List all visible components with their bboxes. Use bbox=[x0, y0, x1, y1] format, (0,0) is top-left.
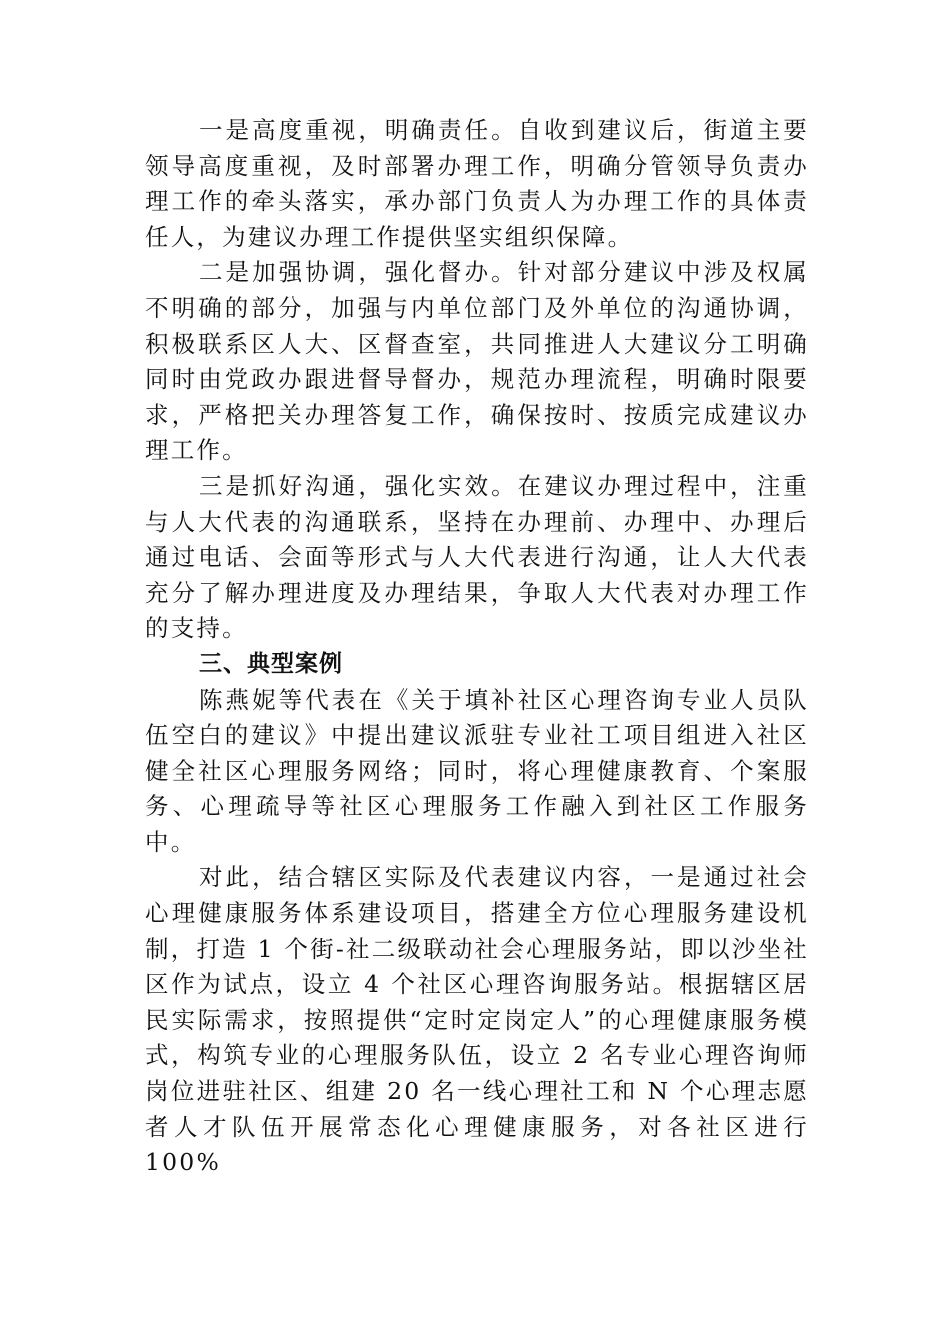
document-page bbox=[145, 113, 809, 1181]
section-heading-typical-cases: 三、典型案例 bbox=[199, 650, 343, 677]
paragraph-responsibility: 一是高度重视，明确责任。自收到建议后，街道主要领导高度重视，及时部署办理工作，明确分管领导负责办理工作的牵头落实，承办部门负责人为办理工作的具体责任人，为建议办理工作提供坚实组织保障。 bbox=[145, 116, 809, 251]
paragraph-case-response: 对此，结合辖区实际及代表建议内容，一是通过社会心理健康服务体系建设项目，搭建全方位心理服务建设机制，打造 1 个街-社二级联动社会心理服务站，即以沙坐社区作为试点，设立 4 个社区心理咨询服务站。根据辖区居民实际需求，按照提供“定时定岗定人”的心理健康服务模式，构筑专业的心理服务队伍，设立 2 名专业心理咨询师岗位进驻社区、组建 20 名一线心理社工和 N 个心理志愿者人才队伍开展常态化心理健康服务，对各社区进行 100% bbox=[145, 863, 809, 1177]
paragraph-coordination: 二是加强协调，强化督办。针对部分建议中涉及权属不明确的部分，加强与内单位部门及外单位的沟通协调，积极联系区人大、区督查室，共同推进人大建议分工明确同时由党政办跟进督导督办，规范办理流程，明确时限要求，严格把关办理答复工作，确保按时、按质完成建议办理工作。 bbox=[145, 258, 809, 465]
paragraph-communication: 三是抓好沟通，强化实效。在建议办理过程中，注重与人大代表的沟通联系，坚持在办理前、办理中、办理后通过电话、会面等形式与人大代表进行沟通，让人大代表充分了解办理进度及办理结果，争取人大代表对办理工作的支持。 bbox=[145, 471, 809, 643]
paragraph-case-proposal: 陈燕妮等代表在《关于填补社区心理咨询专业人员队伍空白的建议》中提出建议派驻专业社工项目组进入社区健全社区心理服务网络；同时，将心理健康教育、个案服务、心理疏导等社区心理服务工作融入到社区工作服务中。 bbox=[145, 685, 809, 856]
